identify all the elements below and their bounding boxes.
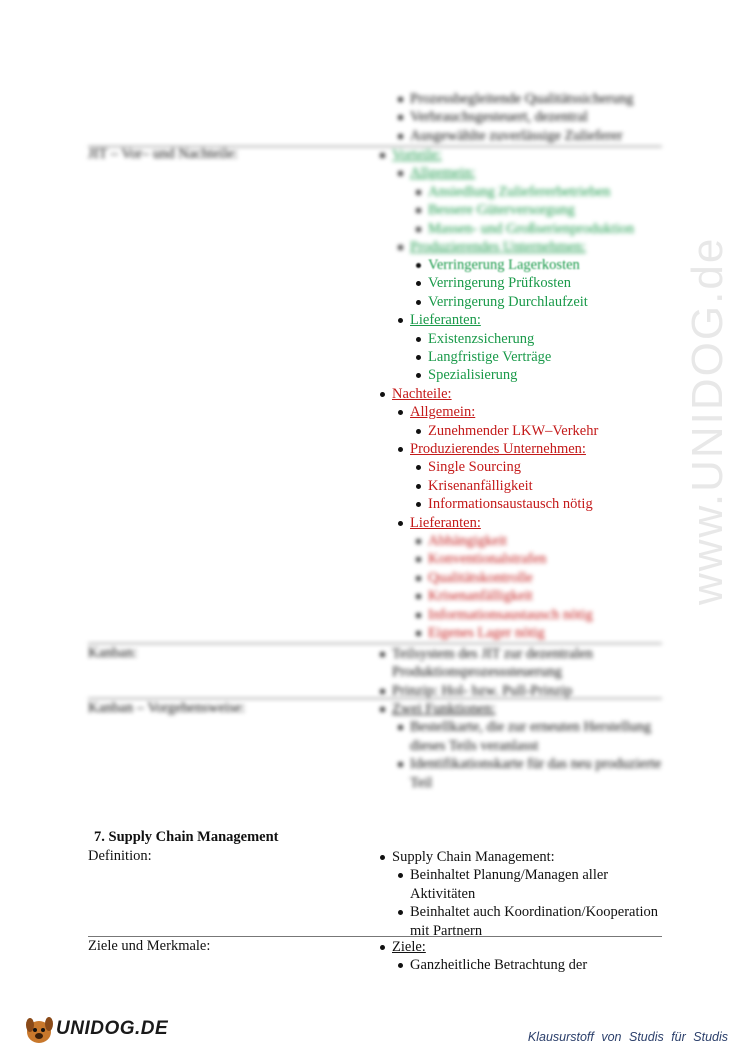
vorteile-heading: Vorteile:: [378, 146, 668, 164]
vorteile-lieferanten: Lieferanten:: [378, 311, 668, 329]
ziele-label: Ziele und Merkmale:: [88, 938, 211, 954]
watermark: www.UNIDOG.de: [683, 236, 732, 605]
vorteile-produzierend: Produzierendes Unternehmen:: [378, 238, 668, 256]
nachteile-allgemein: Allgemein:: [378, 403, 668, 421]
table-divider: [88, 936, 662, 937]
list-item: Abhängigkeit: [378, 532, 668, 550]
list-item: Ziele:: [378, 938, 668, 956]
list-item: Beinhaltet Planung/Managen aller Aktivitäten: [378, 866, 668, 903]
list-item: Identifikationskarte für das neu produzierte Teil: [378, 755, 668, 792]
list-item: Verbrauchsgesteuert, dezentral: [378, 108, 668, 126]
list-item: Supply Chain Management:: [378, 848, 668, 866]
unidog-logo[interactable]: [22, 1014, 169, 1046]
list-item: Verringerung Prüfkosten: [378, 274, 668, 292]
kanban-vorgehen-label: Kanban – Vorgehensweise:: [88, 700, 246, 716]
list-item: Prinzip: Hol- bzw. Pull-Prinzip: [378, 682, 668, 700]
jit-clear-list: [378, 256, 668, 532]
footer-tagline: Klausurstoff von Studis für Studis: [527, 1030, 728, 1044]
jit-label: JIT – Vor– und Nachteile:: [88, 146, 238, 162]
table-divider: [88, 698, 662, 699]
list-item: Beinhaltet auch Koordination/Kooperation mit Partnern: [378, 903, 668, 940]
definition-label: Definition:: [88, 848, 152, 864]
list-item: Verringerung Lagerkosten: [378, 256, 668, 274]
list-item: Informationsaustausch nötig: [378, 606, 668, 624]
section-heading: 7. Supply Chain Management: [94, 829, 279, 845]
list-item: Massen- und Großserienproduktion: [378, 220, 668, 238]
nachteile-heading: Nachteile:: [378, 385, 668, 403]
list-item: Ansiedlung Zuliefererbetrieben: [378, 183, 668, 201]
nachteile-lieferanten: Lieferanten:: [378, 514, 668, 532]
list-item: Langfristige Verträge: [378, 348, 668, 366]
list-item: Qualitätskontrolle: [378, 569, 668, 587]
list-item: Ganzheitliche Betrachtung der: [378, 956, 668, 974]
kanban-list: [378, 645, 668, 700]
jit-vorteile-list: [378, 146, 668, 256]
list-item: Krisenanfälligkeit: [378, 587, 668, 605]
table-divider: [88, 643, 662, 644]
list-item: Zwei Funktionen:: [378, 700, 668, 718]
vorteile-allgemein: Allgemein:: [378, 164, 668, 182]
list-item: Eigenes Lager nötig: [378, 624, 668, 642]
list-item: Zunehmender LKW–Verkehr: [378, 422, 668, 440]
list-item: Informationsaustausch nötig: [378, 495, 668, 513]
list-item: Single Sourcing: [378, 458, 668, 476]
list-item: Krisenanfälligkeit: [378, 477, 668, 495]
list-item: Bestellkarte, die zur erneuten Herstellung dieses Teils veranlasst: [378, 718, 668, 755]
definition-list: [378, 848, 668, 940]
list-item: Bessere Güterversorgung: [378, 201, 668, 219]
list-item: Konventionalstrafen: [378, 550, 668, 568]
kanban-label: Kanban:: [88, 645, 138, 661]
logo-text: UNIDOG.DE: [56, 1018, 169, 1039]
list-item: Teilsystem des JIT zur dezentralen Produktionsprozesssteuerung: [378, 645, 668, 682]
kanban-vorgehen-list: [378, 700, 668, 792]
list-item: Ausgewählte zuverlässige Zulieferer: [378, 127, 668, 145]
nachteile-produzierend: Produzierendes Unternehmen:: [378, 440, 668, 458]
ziele-list: [378, 938, 668, 975]
nachteile-lieferanten-list: [378, 532, 668, 642]
continuation-list: [378, 90, 668, 145]
list-item: Prozessbegleitende Qualitätssicherung: [378, 90, 668, 108]
list-item: Verringerung Durchlaufzeit: [378, 293, 668, 311]
list-item: Existenzsicherung: [378, 330, 668, 348]
list-item: Spezialisierung: [378, 366, 668, 384]
